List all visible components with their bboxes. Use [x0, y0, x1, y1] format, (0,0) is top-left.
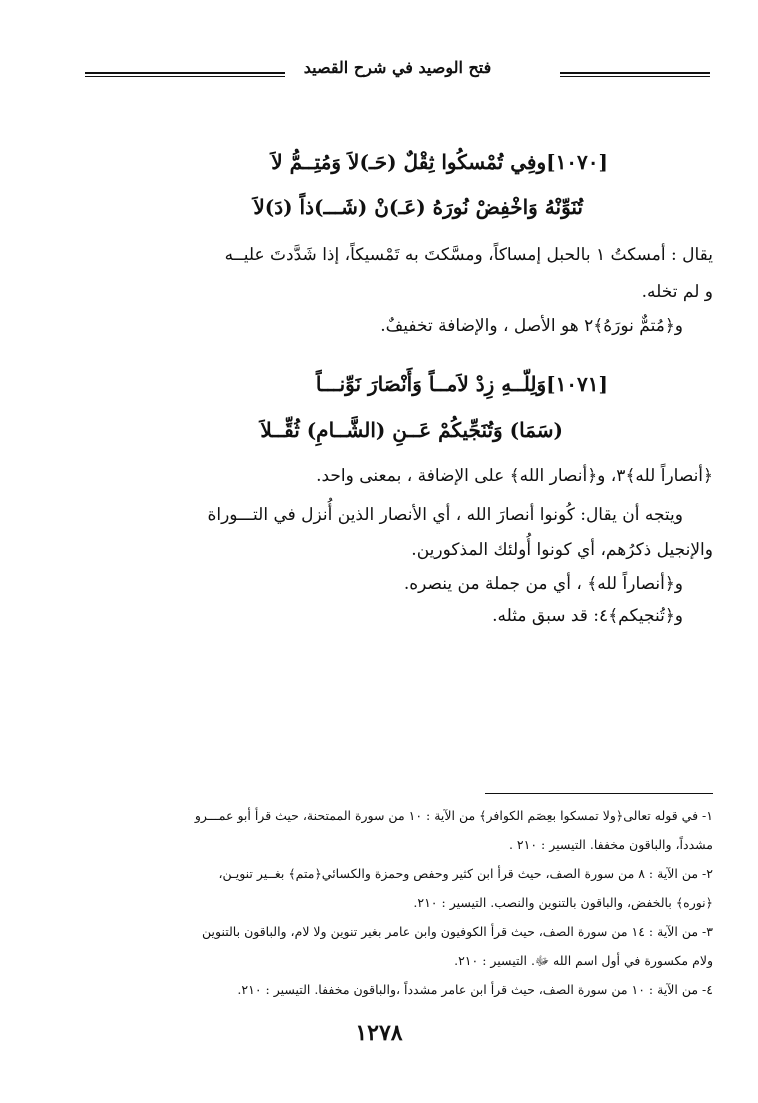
book-title: فتح الوصيد في شرح القصيد — [294, 58, 502, 77]
body-line-6: والإنجيل ذكرُهم، أي كونوا أُولئك المذكورين. — [411, 540, 713, 560]
verse-1070-line-2: تُنَوِّنْهُ وَاخْفِضْ نُورَهُ (عَـ)نْ (شَـــ)ذاً (دَ)لاَ — [253, 195, 583, 219]
footnote-3-line-2: ولام مكسورة في أول اسم الله ﷻ. التيسير : ٢١٠. — [454, 953, 713, 968]
header-rule-left — [85, 72, 285, 77]
header-rule-right — [560, 72, 710, 77]
body-line-4: ﴿أنصاراً لله﴾٣، و﴿أنصار الله﴾ على الإضافة ، بمعنى واحد. — [316, 466, 713, 486]
footnote-1-line-1: ١- في قوله تعالى﴿ولا تمسكوا بعِصَم الكوافر﴾ من الآية : ١٠ من سورة الممتحنة، حيث قرأ أبو عمـــرو — [194, 808, 713, 823]
footnote-2-line-1: ٢- من الآية : ٨ من سورة الصف، حيث قرأ ابن كثير وحفص وحمزة والكسائي﴿متم﴾ بغــير تنويـن، — [218, 866, 713, 881]
verse-1070-line-1: [١٠٧٠]وفِي تُمْسكُوا ثِقْلٌ (حَـ)لاَ وَمُتِــمُّ لاَ — [271, 150, 608, 174]
body-line-2: و لم تخله. — [641, 282, 713, 302]
body-line-5: ويتجه أن يقال: كُونوا أنصارَ الله ، أي الأنصار الذين أُنزل في التـــوراة — [207, 505, 683, 525]
page-number: ١٢٧٨ — [355, 1020, 403, 1046]
body-line-1: يقال : أمسكتُ ١ بالحبل إمساكاً، ومسَّكتَ به تَمْسيكاً، إذا شَدَّدتَ عليــه — [224, 245, 713, 265]
verse-1071-line-2: (سَمَا) وَتُنَجِّيكُمْ عَــنِ (الشَّــامِ) ثُقِّــلاَ — [260, 418, 563, 442]
verse-1071-line-1: [١٠٧١]وَلِلّــهِ زِدْ لاَمــاً وَأَنْصَارَ نَوِّنـــاً — [315, 372, 608, 396]
body-line-8: و﴿تُنجيكم﴾٤: قد سبق مثله. — [492, 606, 683, 626]
body-line-3: و﴿مُتمٌّ نورَهُ﴾٢ هو الأصل ، والإضافة تخفيفٌ. — [380, 316, 683, 336]
running-header — [85, 58, 710, 88]
footnote-3-line-1: ٣- من الآية : ١٤ من سورة الصف، حيث قرأ الكوفيون وابن عامر بغير تنوين ولا لام، والباقون بالتنوين — [202, 924, 713, 939]
footnote-divider — [485, 793, 713, 794]
footnote-1-line-2: مشدداً، والباقون مخففا. التيسير : ٢١٠ . — [508, 837, 713, 852]
footnote-2-line-2: ﴿نوره﴾ بالخفض، والباقون بالتنوين والنصب. التيسير : ٢١٠. — [413, 895, 713, 910]
body-line-7: و﴿أنصاراً لله﴾ ، أي من جملة من ينصره. — [403, 574, 683, 594]
footnote-4: ٤- من الآية : ١٠ من سورة الصف، حيث قرأ ابن عامر مشدداً ،والباقون مخففا. التيسير : ٢١٠. — [237, 982, 713, 997]
